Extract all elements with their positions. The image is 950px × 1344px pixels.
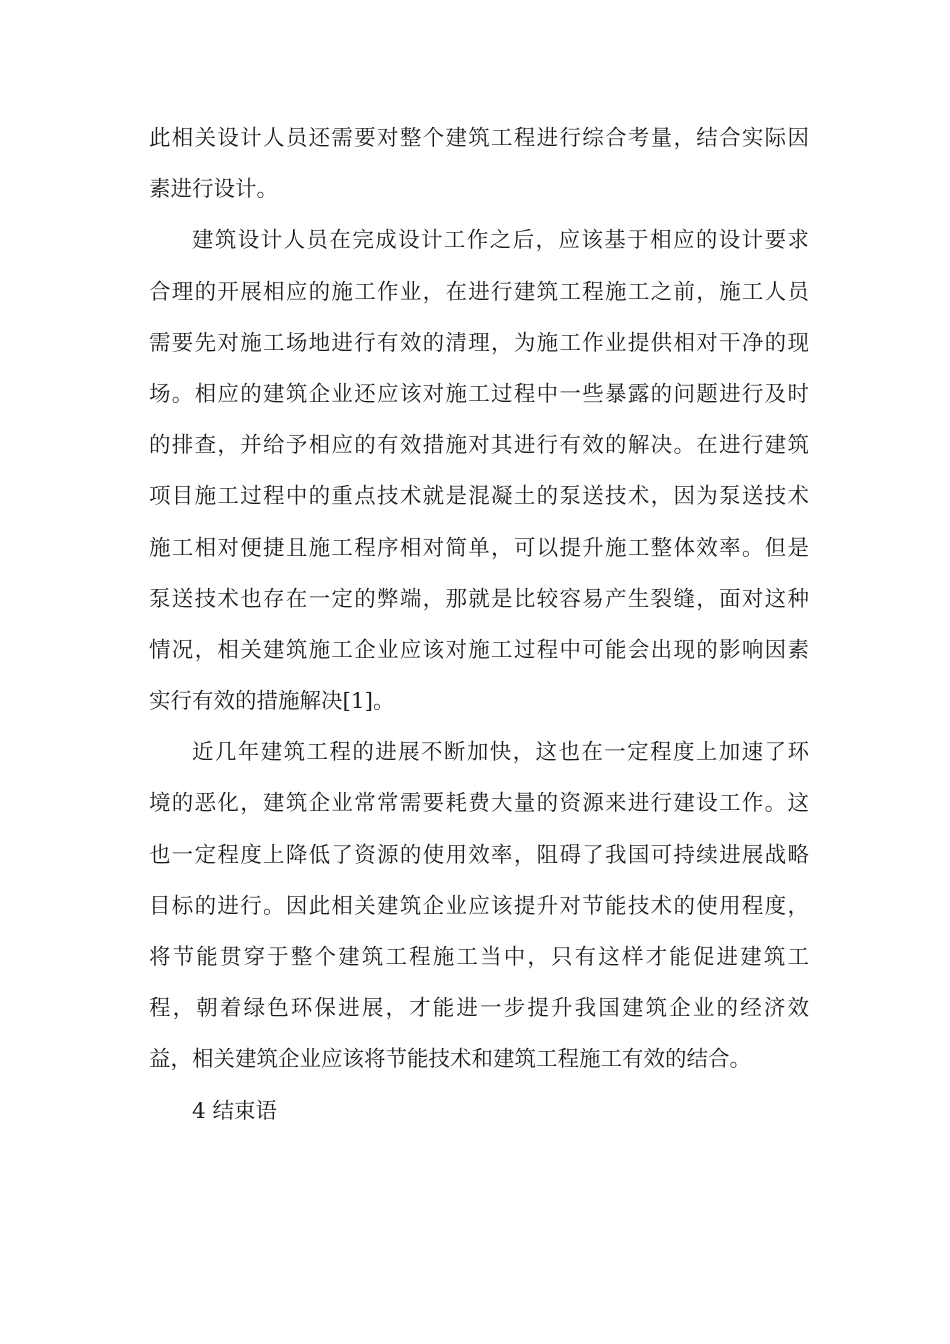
text-line: 此相关设计人员还需要对整个建筑工程进行综合考量，结合实际因 (149, 126, 809, 151)
text-line: 场。相应的建筑企业还应该对施工过程中一些暴露的问题进行及时 (149, 381, 809, 407)
text-line: 益，相关建筑企业应该将节能技术和建筑工程施工有效的结合。 (149, 1047, 752, 1073)
paragraph (149, 727, 809, 1085)
text-line: 项目施工过程中的重点技术就是混凝土的泵送技术，因为泵送技术 (149, 484, 809, 510)
document-body (149, 113, 809, 1137)
text-line: 程，朝着绿色环保进展，才能进一步提升我国建筑企业的经济效 (149, 996, 809, 1022)
text-line: 境的恶化，建筑企业常常需要耗费大量的资源来进行建设工作。这 (149, 791, 809, 817)
text-line: 目标的进行。因此相关建筑企业应该提升对节能技术的使用程度， (149, 893, 809, 919)
text-line: 将节能贯穿于整个建筑工程施工当中，只有这样才能促进建筑工 (149, 945, 809, 970)
text-line: 施工相对便捷且施工程序相对简单，可以提升施工整体效率。但是 (149, 535, 809, 561)
paragraph (149, 113, 809, 215)
text-line: 素进行设计。 (149, 177, 279, 203)
text-line: 也一定程度上降低了资源的使用效率，阻碍了我国可持续进展战略 (149, 842, 809, 868)
text-line: 泵送技术也存在一定的弊端，那就是比较容易产生裂缝，面对这种 (149, 586, 809, 612)
text-line: 的排查，并给予相应的有效措施对其进行有效的解决。在进行建筑 (149, 433, 809, 459)
paragraph (149, 215, 809, 727)
text-line: 建筑设计人员在完成设计工作之后，应该基于相应的设计要求 (192, 228, 809, 254)
text-line: 合理的开展相应的施工作业，在进行建筑工程施工之前，施工人员 (149, 279, 809, 305)
text-line: 实行有效的措施解决[1]。 (149, 689, 395, 715)
section-heading (149, 1086, 809, 1137)
text-line: 近几年建筑工程的进展不断加快，这也在一定程度上加速了环 (192, 740, 809, 766)
text-line: 需要先对施工场地进行有效的清理，为施工作业提供相对干净的现 (149, 330, 809, 356)
heading-text: 4 结束语 (192, 1098, 278, 1124)
text-line: 情况，相关建筑施工企业应该对施工过程中可能会出现的影响因素 (149, 637, 809, 663)
